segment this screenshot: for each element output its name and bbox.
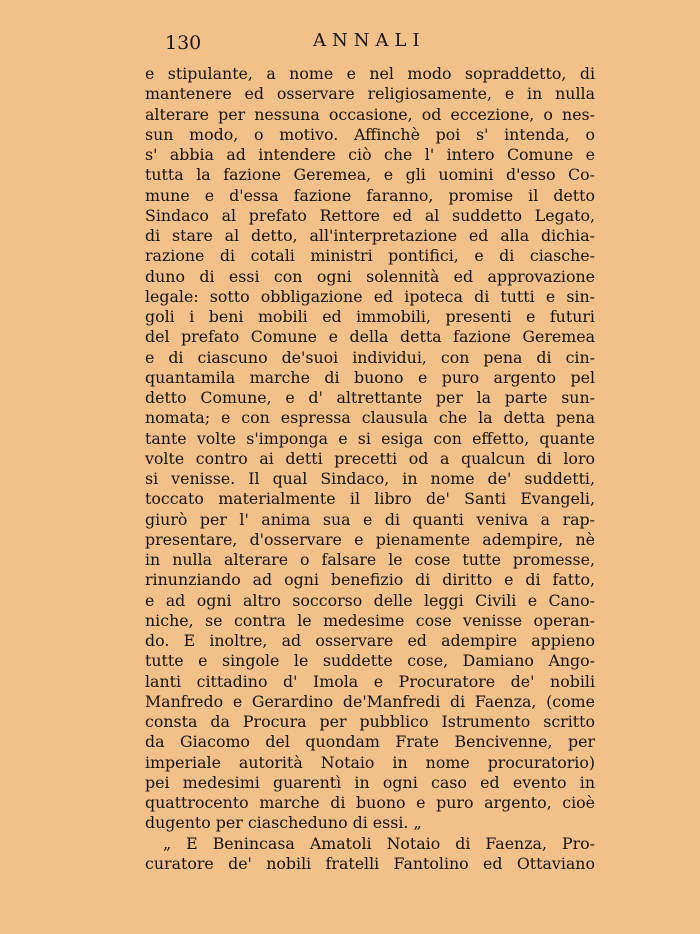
- text-line: si venisse. Il qual Sindaco, in nome de' suddetti,: [145, 469, 595, 488]
- text-line: quantamila marche di buono e puro argento pel: [145, 367, 595, 387]
- text-line: razione di cotali ministri pontifici, e di ciasche-: [145, 246, 595, 266]
- text-line: consta da Procura per pubblico Istrumento scritto: [145, 712, 595, 731]
- text-line: detto Comune, e d' altrettante per la parte sun-: [145, 388, 595, 407]
- text-line: goli i beni mobili ed immobili, presenti e futuri: [145, 307, 595, 326]
- text-line: Manfredo e Gerardino de'Manfredi di Faenza, (come: [145, 691, 595, 711]
- text-line: do. E inoltre, ad osservare ed adempire appieno: [145, 631, 595, 650]
- text-line: nomata; e con espressa clausula che la detta pena: [145, 408, 595, 428]
- text-line: lanti cittadino d' Imola e Procuratore de' nobili: [145, 671, 595, 691]
- text-line: presentare, d'osservare e pienamente adempire, nè: [145, 529, 595, 549]
- text-line: e ad ogni altro soccorso delle leggi Civili e Cano-: [145, 590, 595, 610]
- text-line: legale: sotto obbligazione ed ipoteca di tutti e sin-: [145, 286, 595, 306]
- text-line: alterare per nessuna occasione, od eccezione, o nes-: [145, 104, 595, 124]
- text-line: duno di essi con ogni solennità ed approvazione: [145, 266, 595, 286]
- page-number: 130: [165, 32, 202, 54]
- text-line: tutta la fazione Geremea, e gli uomini d'esso Co-: [145, 165, 595, 185]
- text-line: Sindaco al prefato Rettore ed al suddetto Legato,: [145, 205, 595, 225]
- text-line: sun modo, o motivo. Affinchè poi s' intenda, o: [145, 124, 595, 144]
- body-text: [145, 64, 595, 874]
- text-line: volte contro ai detti precetti od a qualcun di loro: [145, 448, 595, 468]
- text-line: „ E Benincasa Amatoli Notaio di Faenza, Pro-: [163, 833, 595, 853]
- text-line: imperiale autorità Notaio in nome procuratorio): [145, 752, 595, 772]
- text-line: mantenere ed osservare religiosamente, e in nulla: [145, 84, 595, 104]
- text-line: s' abbia ad intendere ciò che l' intero Comune e: [145, 145, 595, 164]
- text-line: tutte e singole le suddette cose, Damiano Ango-: [145, 651, 595, 671]
- text-line: del prefato Comune e della detta fazione Geremea: [145, 327, 595, 347]
- text-line: e di ciascuno de'suoi individui, con pena di cin-: [145, 347, 595, 367]
- text-line: in nulla alterare o falsare le cose tutte promesse,: [145, 550, 595, 569]
- running-head: ANNALI: [313, 30, 426, 51]
- text-line: giurò per l' anima sua e di quanti veniva a rap-: [145, 509, 595, 529]
- text-line: tante volte s'imponga e si esiga con effetto, quante: [145, 428, 595, 448]
- text-line: niche, se contra le medesime cose venisse operan-: [145, 610, 595, 630]
- page-header: [0, 30, 700, 56]
- text-line: e stipulante, a nome e nel modo sopraddetto, di: [145, 64, 595, 83]
- text-line: dugento per ciascheduno di essi. „: [145, 813, 422, 833]
- text-line: rinunziando ad ogni benefizio di diritto e di fatto,: [145, 570, 595, 590]
- text-line: toccato materialmente il libro de' Santi Evangeli,: [145, 489, 595, 509]
- text-line: quattrocento marche di buono e puro argento, cioè: [145, 793, 595, 812]
- text-line: pei medesimi guarentì in ogni caso ed evento in: [145, 772, 595, 792]
- text-line: da Giacomo del quondam Frate Bencivenne, per: [145, 732, 595, 752]
- text-line: curatore de' nobili fratelli Fantolino ed Ottaviano: [145, 853, 595, 873]
- text-line: di stare al detto, all'interpretazione ed alla dichia-: [145, 226, 595, 245]
- text-line: mune e d'essa fazione faranno, promise il detto: [145, 185, 595, 205]
